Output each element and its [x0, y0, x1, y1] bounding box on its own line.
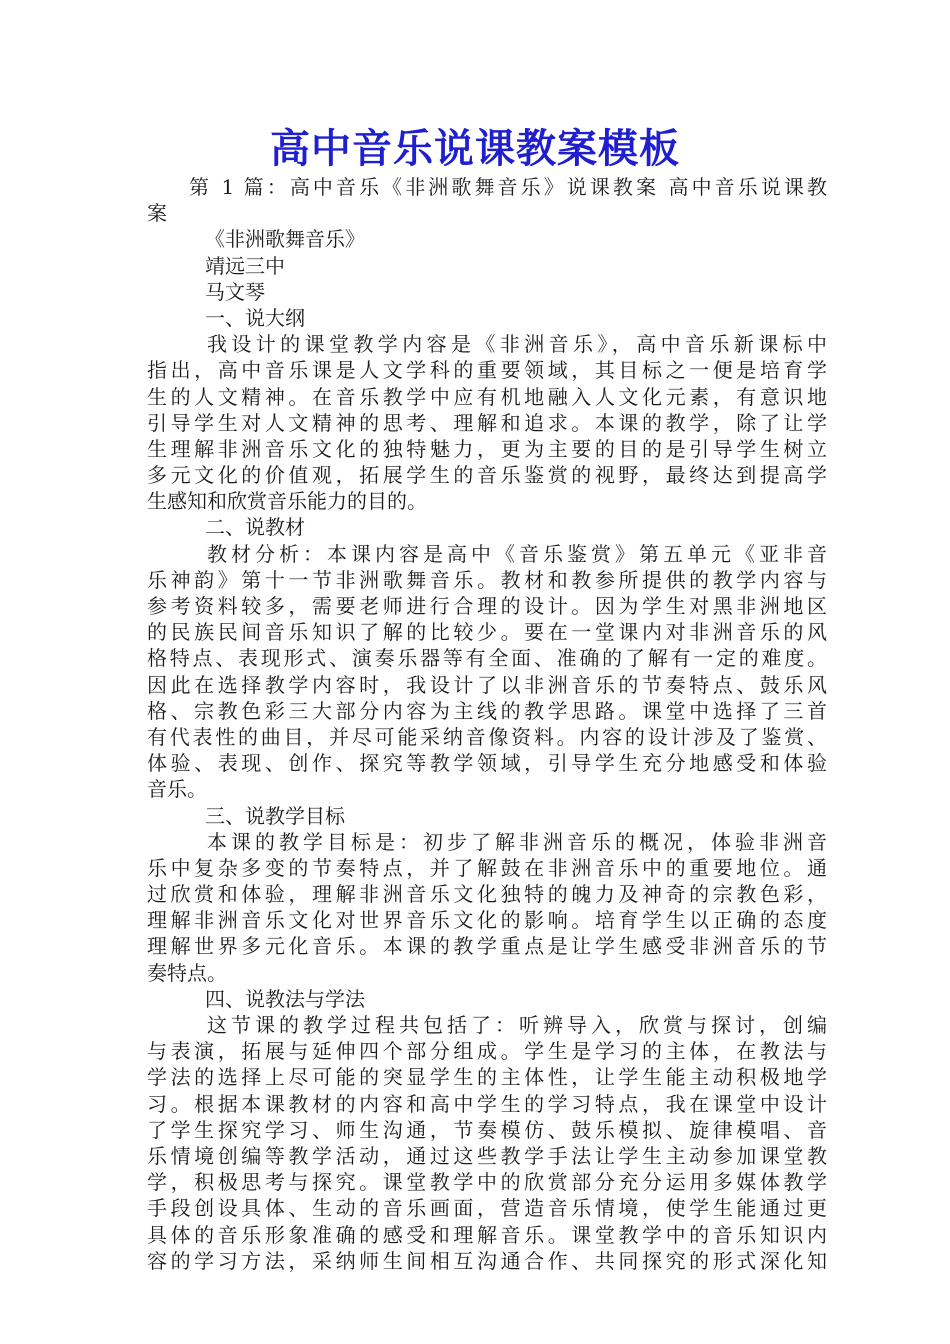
paragraph-line: 生的人文精神。在音乐教学中应有机地融入人文化元素，有意识地: [147, 384, 827, 409]
course-title: 《非洲歌舞音乐》: [205, 227, 365, 252]
paragraph-line: 手段创设具体、生动的音乐画面，营造音乐情境，使学生能通过更: [147, 1196, 827, 1221]
paragraph-line: 学，积极思考与探究。课堂教学中的欣赏部分充分运用多媒体教学: [147, 1170, 827, 1195]
paragraph-line: 本课的教学目标是：初步了解非洲音乐的概况，体验非洲音: [207, 829, 827, 854]
paragraph-line: 体验、表现、创作、探究等教学领域，引导学生充分地感受和体验: [147, 751, 827, 776]
paragraph-line: 生理解非洲音乐文化的独特魅力，更为主要的目的是引导学生树立: [147, 436, 827, 461]
paragraph-line: 乐神韵》第十一节非洲歌舞音乐。教材和教参所提供的教学内容与: [147, 567, 827, 592]
paragraph-line: 的民族民间音乐知识了解的比较少。要在一堂课内对非洲音乐的风: [147, 620, 827, 645]
paragraph-line: 教材分析：本课内容是高中《音乐鉴赏》第五单元《亚非音: [207, 541, 827, 566]
author-name: 马文琴: [205, 279, 265, 304]
paragraph-line: 因此在选择教学内容时，我设计了以非洲音乐的节奏特点、鼓乐风: [147, 672, 827, 697]
paragraph-line: 与表演，拓展与延伸四个部分组成。学生是学习的主体，在教法与: [147, 1039, 827, 1064]
paragraph-line: 乐中复杂多变的节奏特点，并了解鼓在非洲音乐中的重要地位。通: [147, 855, 827, 880]
paragraph-line: 理解非洲音乐文化对世界音乐文化的影响。培育学生以正确的态度: [147, 908, 827, 933]
paragraph-line: 具体的音乐形象准确的感受和理解音乐。课堂教学中的音乐知识内: [147, 1222, 827, 1247]
paragraph-line: 格特点、表现形式、演奏乐器等有全面、准确的了解有一定的难度。: [147, 646, 827, 671]
paragraph-line: 多元文化的价值观，拓展学生的音乐鉴赏的视野，最终达到提高学: [147, 463, 827, 488]
document-title: 高中音乐说课教案模板: [270, 125, 680, 172]
section-heading: 三、说教学目标: [205, 803, 345, 828]
paragraph-line: 指出，高中音乐课是人文学科的重要领域，其目标之一便是培育学: [147, 358, 827, 383]
article-heading-continued: 案: [147, 201, 167, 226]
paragraph-line: 音乐。: [147, 777, 207, 802]
paragraph-line: 乐情境创编等教学活动，通过这些教学手法让学生主动参加课堂教: [147, 1143, 827, 1168]
paragraph-line: 格、宗教色彩三大部分内容为主线的教学思路。课堂中选择了三首: [147, 698, 827, 723]
paragraph-line: 引导学生对人文精神的思考、理解和追求。本课的教学，除了让学: [147, 410, 827, 435]
paragraph-line: 我设计的课堂教学内容是《非洲音乐》，高中音乐新课标中: [207, 332, 827, 357]
paragraph-line: 生感知和欣赏音乐能力的目的。: [147, 489, 427, 514]
paragraph-line: 理解世界多元化音乐。本课的教学重点是让学生感受非洲音乐的节: [147, 934, 827, 959]
section-heading: 二、说教材: [205, 515, 305, 540]
paragraph-line: 参考资料较多，需要老师进行合理的设计。因为学生对黑非洲地区: [147, 594, 827, 618]
paragraph-line: 了学生探究学习、师生沟通，节奏模仿、鼓乐模拟、旋律模唱、音: [147, 1117, 827, 1142]
paragraph-line: 学法的选择上尽可能的突显学生的主体性，让学生能主动积极地学: [147, 1065, 827, 1090]
paragraph-line: 奏特点。: [147, 960, 227, 985]
section-heading: 一、说大纲: [205, 305, 305, 330]
paragraph-line: 习。根据本课教材的内容和高中学生的学习特点，我在课堂中设计: [147, 1091, 827, 1116]
paragraph-line: 过欣赏和体验，理解非洲音乐文化独特的魄力及神奇的宗教色彩，: [147, 882, 827, 907]
school-name: 靖远三中: [205, 253, 285, 278]
paragraph-line: 这节课的教学过程共包括了：听辨导入，欣赏与探讨，创编: [207, 1013, 827, 1037]
paragraph-line: 有代表性的曲目，并尽可能采纳音像资料。内容的设计涉及了鉴赏、: [147, 724, 827, 749]
document-body: [147, 174, 827, 1274]
section-heading: 四、说教法与学法: [205, 986, 365, 1011]
article-heading: 第 1 篇：高中音乐《非洲歌舞音乐》说课教案 高中音乐说课教: [189, 175, 827, 199]
paragraph-line: 容的学习方法，采纳师生间相互沟通合作、共同探究的形式深化知: [147, 1248, 827, 1273]
